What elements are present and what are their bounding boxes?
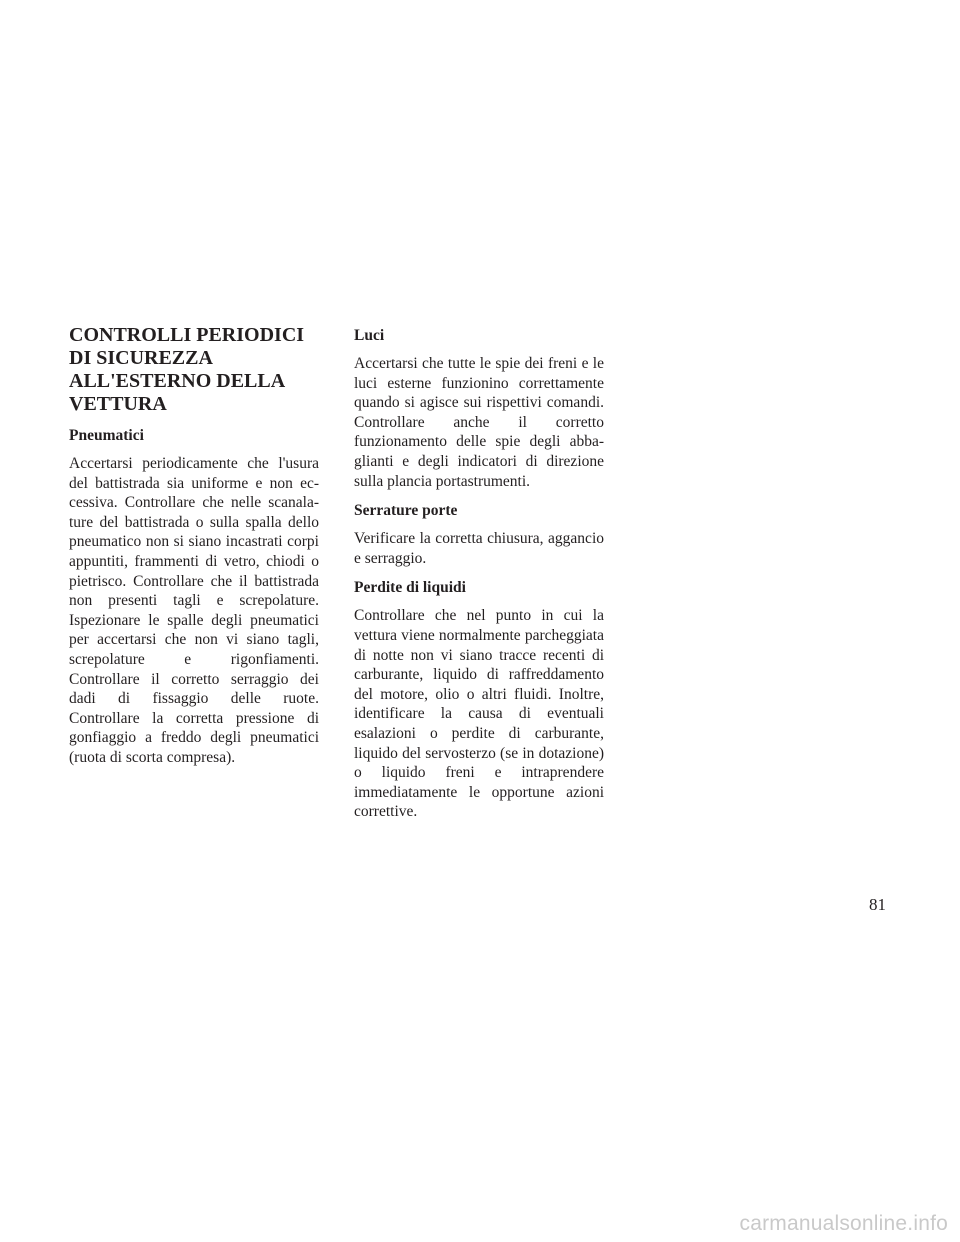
subheading-luci: Luci: [354, 327, 385, 344]
subheading-perdite-liquidi: Perdite di liquidi: [354, 579, 466, 597]
paragraph-pneumatici: Accertarsi periodicamente che l'usura del battistrada sia uniforme e non eccessiva. Controllare che nelle scanalature del battistrada o sulla spalla dello pneumatico non si siano incastrati corpi appuntiti, frammenti di vetro, chiodi o pietrisco. Controllare che il battistrada non presenti tagli e screpolature. Ispezionare le spalle degli pneumatici per accertarsi che non vi siano tagli, screpolature e rigonfiamenti. Controllare il corretto serraggio dei dadi di fissaggio delle ruote. Controllare la corretta pressione di gonfiaggio a freddo degli pneumatici (ruota di scorta compresa).: [69, 455, 319, 766]
left-column: [69, 322, 319, 778]
right-column: [354, 322, 604, 832]
section-title: CONTROLLI PERIODICI DI SICUREZZA ALL'ESTERNO DELLA VETTURA: [69, 324, 305, 415]
page-number: 81: [869, 895, 886, 914]
paragraph-perdite-liquidi: Controllare che nel punto in cui la vettura viene normalmente parcheggiata di notte non vi siano tracce recenti di carburante, liquido di raffreddamento del motore, olio o altri fluidi. Inoltre, identificare la causa di eventuali esalazioni o perdite di carburante, liquido del servosterzo (se in dotazione) o liquido freni e intraprendere immediatamente le opportune azioni correttive.: [354, 607, 604, 821]
subheading-serrature-porte: Serrature porte: [354, 502, 458, 520]
paragraph-luci: Accertarsi che tutte le spie dei freni e le luci esterne funzionino correttamente quando si agisce sui rispettivi comandi. Controllare anche il corretto funzionamento delle spie degli abbaglianti e degli indicatori di direzione sulla plancia portastrumenti.: [354, 355, 604, 490]
subheading-pneumatici: Pneumatici: [69, 427, 144, 444]
paragraph-serrature-porte: Verificare la corretta chiusura, aggancio e serraggio.: [354, 530, 604, 567]
watermark-link[interactable]: carmanualsonline.info: [739, 1212, 948, 1235]
